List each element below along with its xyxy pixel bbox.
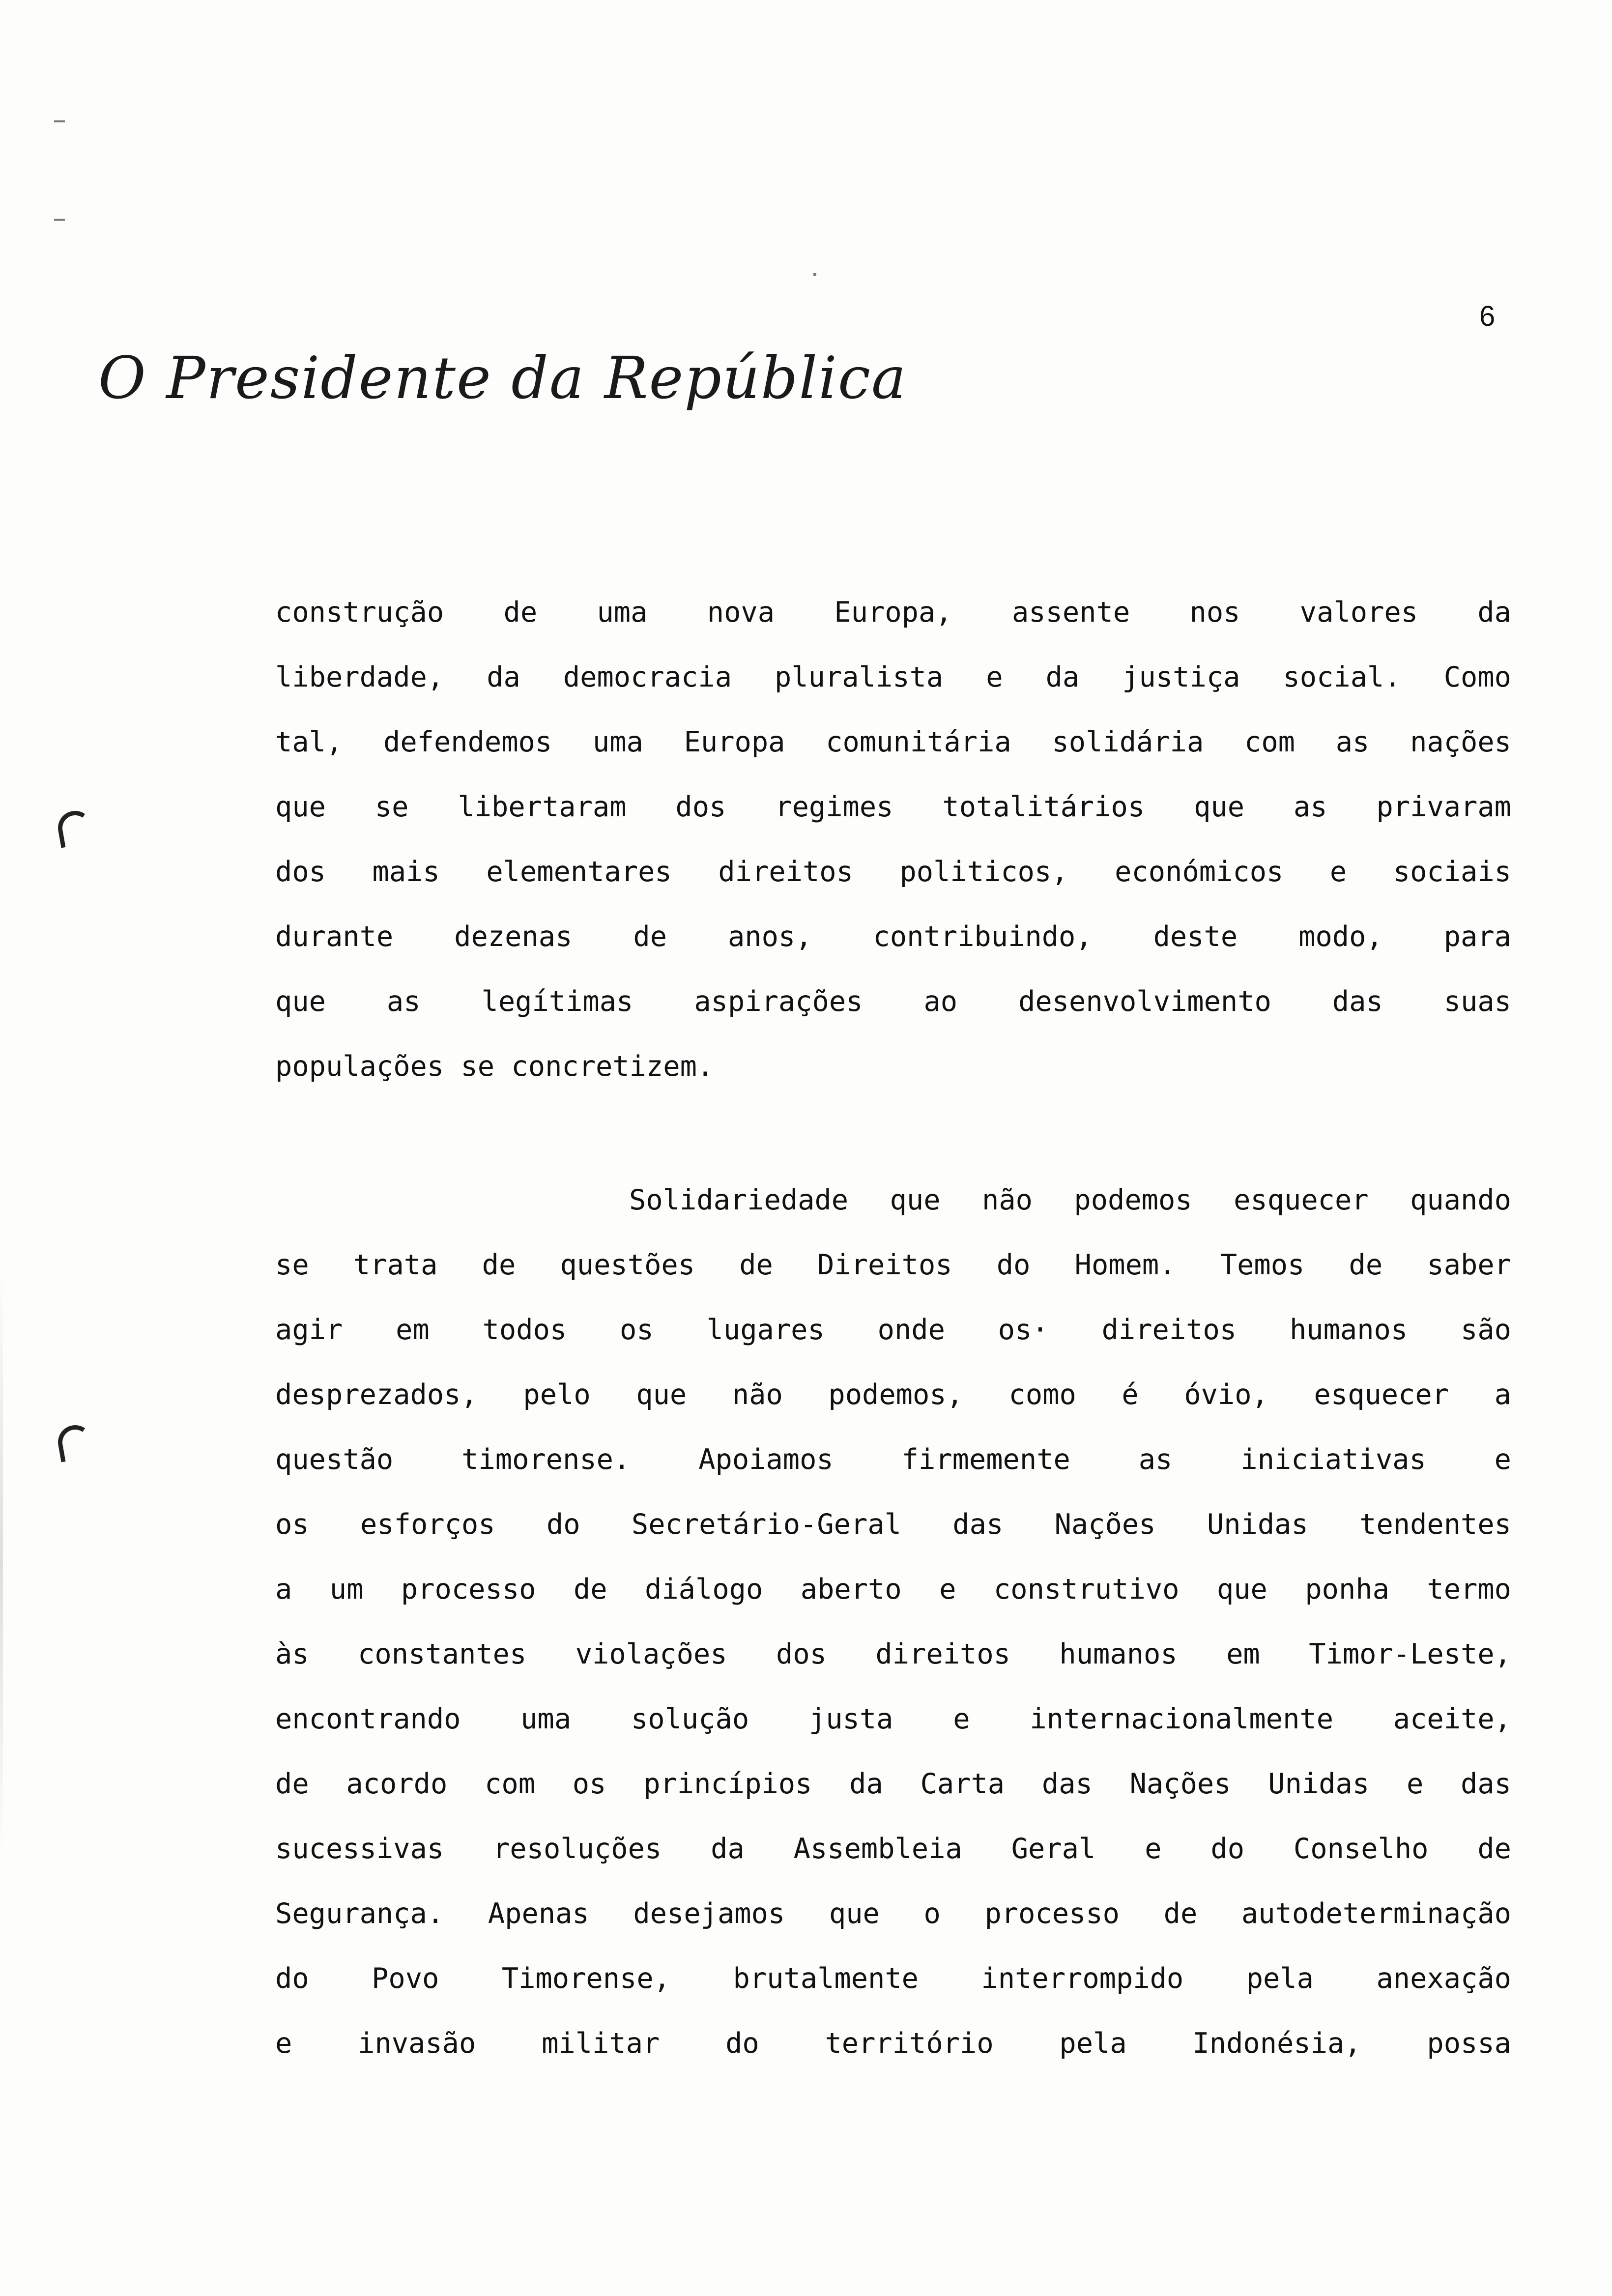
- text-line: de acordo com os princípios da Carta das Nações Unidas e das: [275, 1768, 1511, 1800]
- text-line: dos mais elementares direitos politicos, económicos e sociais: [275, 856, 1511, 888]
- text-line: liberdade, da democracia pluralista e da justiça social. Como: [275, 661, 1511, 693]
- text-line: encontrando uma solução justa e internacionalmente aceite,: [275, 1703, 1511, 1735]
- letterhead-title: O Presidente da República: [98, 344, 907, 412]
- text-line: construção de uma nova Europa, assente nos valores da: [275, 596, 1511, 629]
- text-line: populações se concretizem.: [275, 1050, 714, 1083]
- text-line: questão timorense. Apoiamos firmemente as iniciativas e: [275, 1443, 1511, 1476]
- text-line: que as legítimas aspirações ao desenvolvimento das suas: [275, 985, 1511, 1018]
- body-text: [275, 580, 1511, 2076]
- text-line: Segurança. Apenas desejamos que o processo de autodeterminação: [275, 1897, 1511, 1930]
- scan-edge-shadow: [0, 1268, 3, 1858]
- text-line: durante dezenas de anos, contribuindo, deste modo, para: [275, 920, 1511, 953]
- binder-hole-mark-icon: [55, 808, 95, 848]
- scan-speck: [54, 120, 65, 122]
- text-line: do Povo Timorense, brutalmente interrompido pela anexação: [275, 1962, 1511, 1995]
- text-line: os esforços do Secretário-Geral das Nações Unidas tendentes: [275, 1508, 1511, 1541]
- text-line: às constantes violações dos direitos humanos em Timor-Leste,: [275, 1638, 1511, 1670]
- text-line: sucessivas resoluções da Assembleia Geral e do Conselho de: [275, 1833, 1511, 1865]
- scan-speck: [813, 273, 816, 276]
- binder-hole-mark-icon: [55, 1422, 95, 1462]
- text-line: agir em todos os lugares onde os· direitos humanos são: [275, 1314, 1511, 1346]
- text-line: tal, defendemos uma Europa comunitária solidária com as nações: [275, 726, 1511, 758]
- text-line: a um processo de diálogo aberto e construtivo que ponha termo: [275, 1573, 1511, 1606]
- text-line: se trata de questões de Direitos do Homem. Temos de saber: [275, 1249, 1511, 1281]
- text-line: Solidariedade que não podemos esquecer quando: [629, 1184, 1511, 1216]
- text-line: e invasão militar do território pela Indonésia, possa: [275, 2027, 1511, 2060]
- page-number: 6: [1479, 300, 1496, 332]
- text-line: que se libertaram dos regimes totalitários que as privaram: [275, 791, 1511, 823]
- text-line: desprezados, pelo que não podemos, como é óvio, esquecer a: [275, 1378, 1511, 1411]
- scan-speck: [54, 219, 65, 221]
- paragraph-gap: [275, 1099, 1511, 1168]
